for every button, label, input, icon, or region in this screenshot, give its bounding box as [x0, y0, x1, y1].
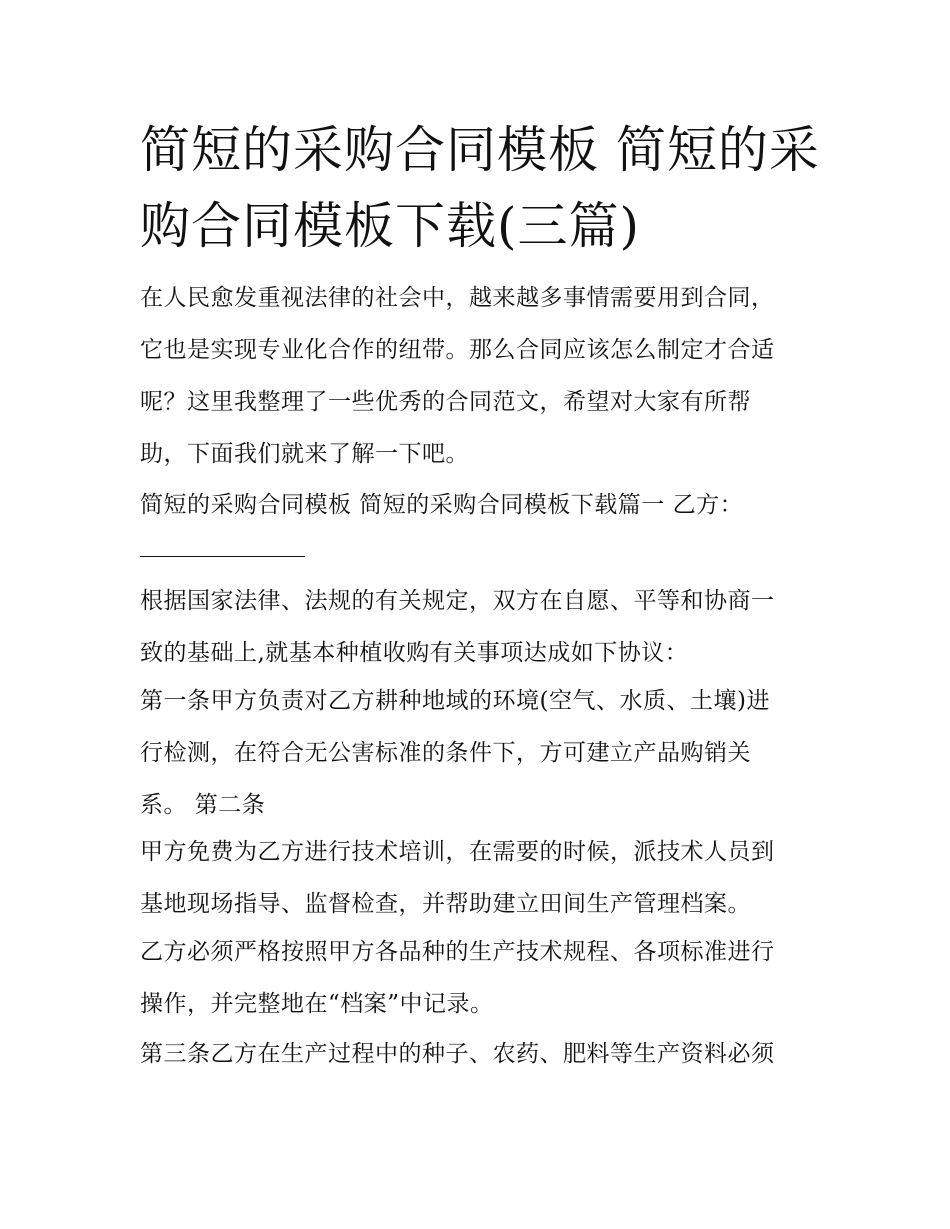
text-line: 在人民愈发重视法律的社会中，越来越多事情需要用到合同，	[140, 285, 775, 311]
text-line: 第三条乙方在生产过程中的种子、农药、肥料等生产资料必须	[140, 1041, 775, 1067]
text-line: 致的基础上,就基本种植收购有关事项达成如下协议：	[140, 640, 689, 666]
signature-blank-line	[140, 556, 305, 557]
article-two-continued-paragraph	[140, 926, 820, 1030]
basis-paragraph	[140, 575, 820, 679]
intro-paragraph	[140, 272, 820, 480]
text-line: 行检测，在符合无公害标准的条件下，方可建立产品购销关	[140, 740, 751, 766]
article-one-paragraph	[140, 675, 820, 831]
text-line: 助，下面我们就来了解一下吧。	[140, 441, 469, 467]
document-title	[140, 112, 820, 264]
text-line: 基地现场指导、监督检查，并帮助建立田间生产管理档案。	[140, 891, 751, 917]
text-line: 操作，并完整地在“档案”中记录。	[140, 991, 494, 1017]
title-line: 购合同模板下载(三篇)	[140, 197, 641, 255]
text-line: 它也是实现专业化合作的纽带。那么合同应该怎么制定才合适	[140, 337, 775, 363]
text-line: 甲方免费为乙方进行技术培训，在需要的时候，派技术人员到	[140, 839, 775, 865]
title-line: 简短的采购合同模板 简短的采	[140, 121, 820, 179]
text-line: 第一条甲方负责对乙方耕种地域的环境(空气、水质、土壤)进	[140, 688, 770, 714]
text-line: 简短的采购合同模板 简短的采购合同模板下载篇一 乙方：	[140, 492, 744, 518]
text-line: 系。 第二条	[140, 792, 266, 818]
article-three-paragraph	[140, 1028, 820, 1080]
text-line: 根据国家法律、法规的有关规定，双方在自愿、平等和协商一	[140, 588, 775, 614]
text-line: 乙方必须严格按照甲方各品种的生产技术规程、各项标准进行	[140, 939, 775, 965]
article-two-paragraph	[140, 826, 820, 930]
section-heading	[140, 479, 820, 531]
text-line: 呢？这里我整理了一些优秀的合同范文，希望对大家有所帮	[140, 389, 751, 415]
